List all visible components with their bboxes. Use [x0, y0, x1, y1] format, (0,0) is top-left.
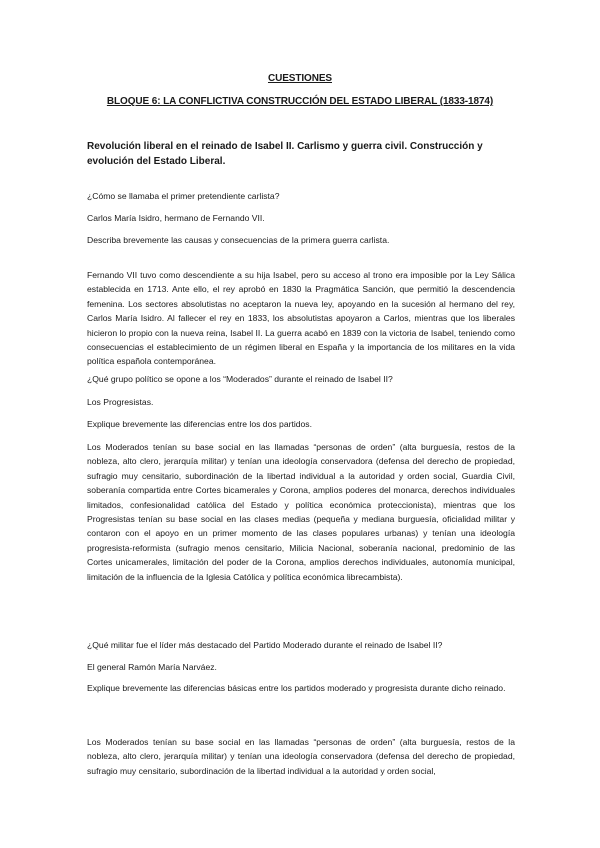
question-4: Explique brevemente las diferencias entre los dos partidos. [87, 419, 312, 429]
answer-6: Los Moderados tenían su base social en las llamadas “personas de orden” (alta burguesía, restos de la nobleza, alto clero, jerarquía militar) y tenían una ideología conservadora (defensa del derecho de propiedad, sufragio muy censitario, subordinación de la libertad individual a la autoridad y orden social, [87, 737, 515, 776]
answer-1: Carlos María Isidro, hermano de Fernando VII. [87, 213, 265, 223]
document-subtitle: BLOQUE 6: LA CONFLICTIVA CONSTRUCCIÓN DEL ESTADO LIBERAL (1833-1874) [106, 96, 494, 107]
answer-5: El general Ramón María Narváez. [87, 662, 217, 672]
question-2: Describa brevemente las causas y consecuencias de la primera guerra carlista. [87, 235, 390, 245]
question-6: Explique brevemente las diferencias básicas entre los partidos moderado y progresista durante dicho reinado. [87, 683, 506, 693]
answer-4: Los Moderados tenían su base social en las llamadas “personas de orden” (alta burguesía, restos de la nobleza, alto clero, jerarquía militar) y tenían una ideología conservadora (defensa del derecho de propiedad, sufragio muy censitario, subordinación de la libertad individual a la autoridad y orden social, Guardia Civil, soberanía compartida entre Cortes bicamerales y Corona, amplios poderes del monarca, derechos individuales limitados, confesionalidad católica del Estado y política económica proteccionista), mientras que los Progresistas tenían su base social en las clases medias (pequeña y mediana burguesía, oficialidad militar y contaron con el apoyo en un primer momento de las clases populares urbanas) y tenían una ideología progresista-reformista (sufragio menos censitario, Milicia Nacional, soberanía nacional, predominio de las Cortes unicamerales, limitación del poder de la Corona, amplios derechos individuales, autonomía municipal, limitación de la influencia de la Iglesia Católica y política económica librecambista). [87, 442, 515, 582]
section-heading: Revolución liberal en el reinado de Isabel II. Carlismo y guerra civil. Construcción y evolución del Estado Liberal. [87, 141, 483, 167]
answer-3: Los Progresistas. [87, 397, 154, 407]
question-3: ¿Qué grupo político se opone a los “Moderados” durante el reinado de Isabel II? [87, 374, 393, 384]
answer-2: Fernando VII tuvo como descendiente a su hija Isabel, pero su acceso al trono era imposible por la Ley Sálica establecida en 1713. Ante ello, el rey aprobó en 1830 la Pragmática Sanción, que permitió la descendencia femenina. Los sectores absolutistas no aceptaron la nueva ley, apoyando en la sucesión al hermano del rey, Carlos María Isidro. Al fallecer el rey en 1833, los absolutistas apoyaron a Carlos, mientras que los liberales hicieron lo propio con la nueva reina, Isabel II. La guerra acabó en 1839 con la victoria de Isabel, teniendo como consecuencias el establecimiento de un régimen liberal en España y la importancia de los militares en la vida política española contemporánea. [87, 270, 515, 367]
question-5: ¿Qué militar fue el líder más destacado del Partido Moderado durante el reinado de Isabel II? [87, 640, 443, 650]
document-title: CUESTIONES [267, 73, 332, 84]
question-1: ¿Cómo se llamaba el primer pretendiente carlista? [87, 191, 280, 201]
